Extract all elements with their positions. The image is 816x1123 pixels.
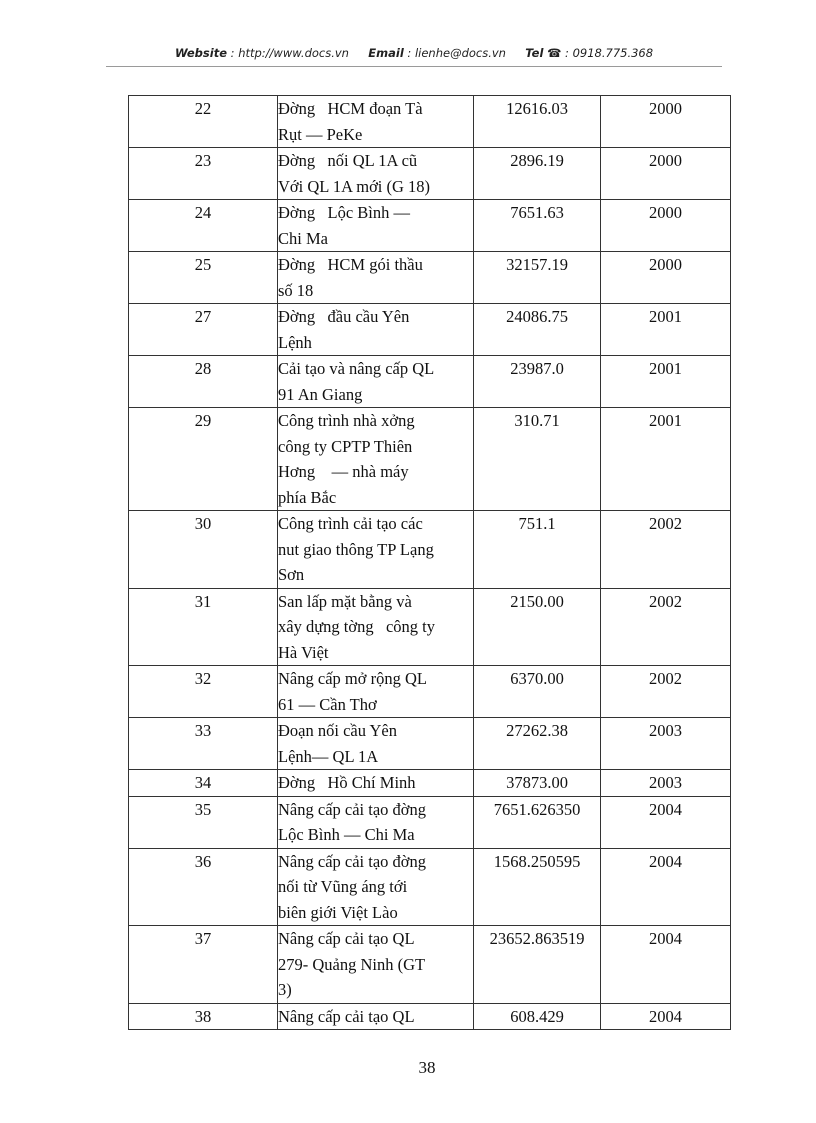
value-cell: 12616.03: [474, 96, 601, 148]
year-cell: 2004: [601, 1003, 731, 1030]
table-row: [129, 770, 731, 797]
row-number-cell: 37: [129, 926, 278, 1004]
project-name-line: Sơn: [278, 565, 305, 584]
year-cell: 2002: [601, 666, 731, 718]
project-name-cell: [278, 511, 474, 589]
row-number-cell: 35: [129, 796, 278, 848]
website-label: Website: [174, 46, 228, 60]
project-name-cell: [278, 796, 474, 848]
project-name-line: Hà Việt: [278, 642, 329, 662]
website-value: : http://www.docs.vn: [230, 46, 349, 60]
row-number-cell: 33: [129, 718, 278, 770]
project-name-line: Lệnh— QL 1A: [278, 746, 379, 766]
row-number-cell: 36: [129, 848, 278, 926]
table-row: [129, 718, 731, 770]
project-table-body: [129, 96, 731, 1030]
year-cell: 2003: [601, 770, 731, 797]
email-value: : lienhe@docs.vn: [407, 46, 506, 60]
value-cell: 24086.75: [474, 304, 601, 356]
year-cell: 2002: [601, 588, 731, 666]
year-cell: 2001: [601, 356, 731, 408]
row-number-cell: 27: [129, 304, 278, 356]
project-name-line: 61 — Cần Thơ: [278, 694, 377, 714]
table-row: [129, 252, 731, 304]
project-name-cell: [278, 356, 474, 408]
row-number-cell: 22: [129, 96, 278, 148]
value-cell: 23652.863519: [474, 926, 601, 1004]
telephone-icon: ☎: [547, 46, 562, 60]
project-name-cell: [278, 718, 474, 770]
year-cell: 2003: [601, 718, 731, 770]
project-name-line: biên giới Việt Lào: [278, 902, 398, 922]
project-name-line: Đờng Lộc Bình —: [278, 203, 411, 222]
value-cell: 608.429: [474, 1003, 601, 1030]
table-row: [129, 200, 731, 252]
header-divider: [106, 66, 722, 67]
project-name-cell: [278, 304, 474, 356]
project-name-line: 279- Quảng Ninh (GT: [278, 954, 426, 974]
year-cell: 2000: [601, 252, 731, 304]
table-row: [129, 304, 731, 356]
project-name-line: Với QL 1A mới (G 18): [278, 176, 431, 196]
row-number-cell: 32: [129, 666, 278, 718]
value-cell: 23987.0: [474, 356, 601, 408]
tel-value: : 0918.775.368: [565, 46, 654, 60]
project-name-line: công ty CPTP Thiên: [278, 436, 413, 456]
year-cell: 2000: [601, 148, 731, 200]
project-name-cell: [278, 666, 474, 718]
email-label: Email: [368, 46, 404, 60]
project-name-line: Đoạn nối cầu Yên: [278, 721, 397, 740]
project-name-cell: [278, 848, 474, 926]
row-number-cell: 38: [129, 1003, 278, 1030]
project-name-line: Cải tạo và nâng cấp QL: [278, 359, 435, 378]
project-name-line: Rụt — PeKe: [278, 124, 363, 144]
row-number-cell: 23: [129, 148, 278, 200]
project-name-line: Lộc Bình — Chi Ma: [278, 825, 415, 844]
project-table: [128, 95, 731, 1030]
value-cell: 32157.19: [474, 252, 601, 304]
project-name-line: Nâng cấp cải tạo QL: [278, 1006, 415, 1026]
project-name-line: Nâng cấp mở rộng QL: [278, 669, 427, 688]
project-name-line: 3): [278, 980, 292, 999]
year-cell: 2004: [601, 926, 731, 1004]
project-name-line: Đờng HCM gói thầu: [278, 255, 423, 274]
value-cell: 2150.00: [474, 588, 601, 666]
project-name-cell: [278, 148, 474, 200]
page-header: [106, 46, 722, 60]
project-name-cell: [278, 252, 474, 304]
project-name-cell: [278, 96, 474, 148]
row-number-cell: 34: [129, 770, 278, 797]
project-name-cell: [278, 200, 474, 252]
table-row: [129, 148, 731, 200]
project-name-line: số 18: [278, 280, 314, 300]
year-cell: 2000: [601, 200, 731, 252]
row-number-cell: 29: [129, 408, 278, 511]
project-name-line: nut giao thông TP Lạng: [278, 539, 434, 559]
value-cell: 2896.19: [474, 148, 601, 200]
project-name-line: Lệnh: [278, 332, 312, 352]
project-name-line: Công trình nhà xởng: [278, 411, 415, 430]
value-cell: 1568.250595: [474, 848, 601, 926]
project-name-cell: [278, 588, 474, 666]
value-cell: 7651.626350: [474, 796, 601, 848]
row-number-cell: 30: [129, 511, 278, 589]
table-row: [129, 356, 731, 408]
project-name-line: Hơng — nhà máy: [278, 462, 409, 481]
project-name-line: Đờng nối QL 1A cũ: [278, 151, 418, 170]
row-number-cell: 25: [129, 252, 278, 304]
table-row: [129, 511, 731, 589]
year-cell: 2004: [601, 848, 731, 926]
row-number-cell: 28: [129, 356, 278, 408]
table-row: [129, 848, 731, 926]
year-cell: 2002: [601, 511, 731, 589]
project-name-line: Chi Ma: [278, 228, 328, 248]
project-name-line: nối từ Vũng áng tới: [278, 877, 408, 896]
table-row: [129, 1003, 731, 1030]
tel-label: Tel: [525, 46, 544, 60]
project-name-line: Đờng đầu cầu Yên: [278, 307, 410, 326]
project-name-cell: [278, 770, 474, 797]
project-name-line: xây dựng tờng công ty: [278, 617, 435, 636]
table-row: [129, 926, 731, 1004]
project-name-cell: [278, 1003, 474, 1030]
row-number-cell: 24: [129, 200, 278, 252]
project-name-cell: [278, 408, 474, 511]
row-number-cell: 31: [129, 588, 278, 666]
project-name-line: phía Bắc: [278, 487, 337, 507]
value-cell: 310.71: [474, 408, 601, 511]
year-cell: 2001: [601, 408, 731, 511]
project-name-cell: [278, 926, 474, 1004]
value-cell: 37873.00: [474, 770, 601, 797]
table-row: [129, 96, 731, 148]
year-cell: 2004: [601, 796, 731, 848]
year-cell: 2001: [601, 304, 731, 356]
project-name-line: Nâng cấp cải tạo đờng: [278, 799, 427, 819]
table-row: [129, 796, 731, 848]
project-name-line: Công trình cải tạo các: [278, 514, 423, 533]
project-name-line: Nâng cấp cải tạo đờng: [278, 851, 427, 871]
value-cell: 751.1: [474, 511, 601, 589]
project-name-line: Đờng Hồ Chí Minh: [278, 773, 416, 792]
page-number: 38: [418, 1058, 436, 1077]
project-name-line: 91 An Giang: [278, 384, 363, 404]
table-row: [129, 666, 731, 718]
value-cell: 7651.63: [474, 200, 601, 252]
value-cell: 6370.00: [474, 666, 601, 718]
year-cell: 2000: [601, 96, 731, 148]
table-row: [129, 588, 731, 666]
project-name-line: San lấp mặt bằng và: [278, 591, 412, 611]
project-name-line: Nâng cấp cải tạo QL: [278, 929, 415, 948]
value-cell: 27262.38: [474, 718, 601, 770]
project-name-line: Đờng HCM đoạn Tà: [278, 99, 423, 118]
table-row: [129, 408, 731, 511]
